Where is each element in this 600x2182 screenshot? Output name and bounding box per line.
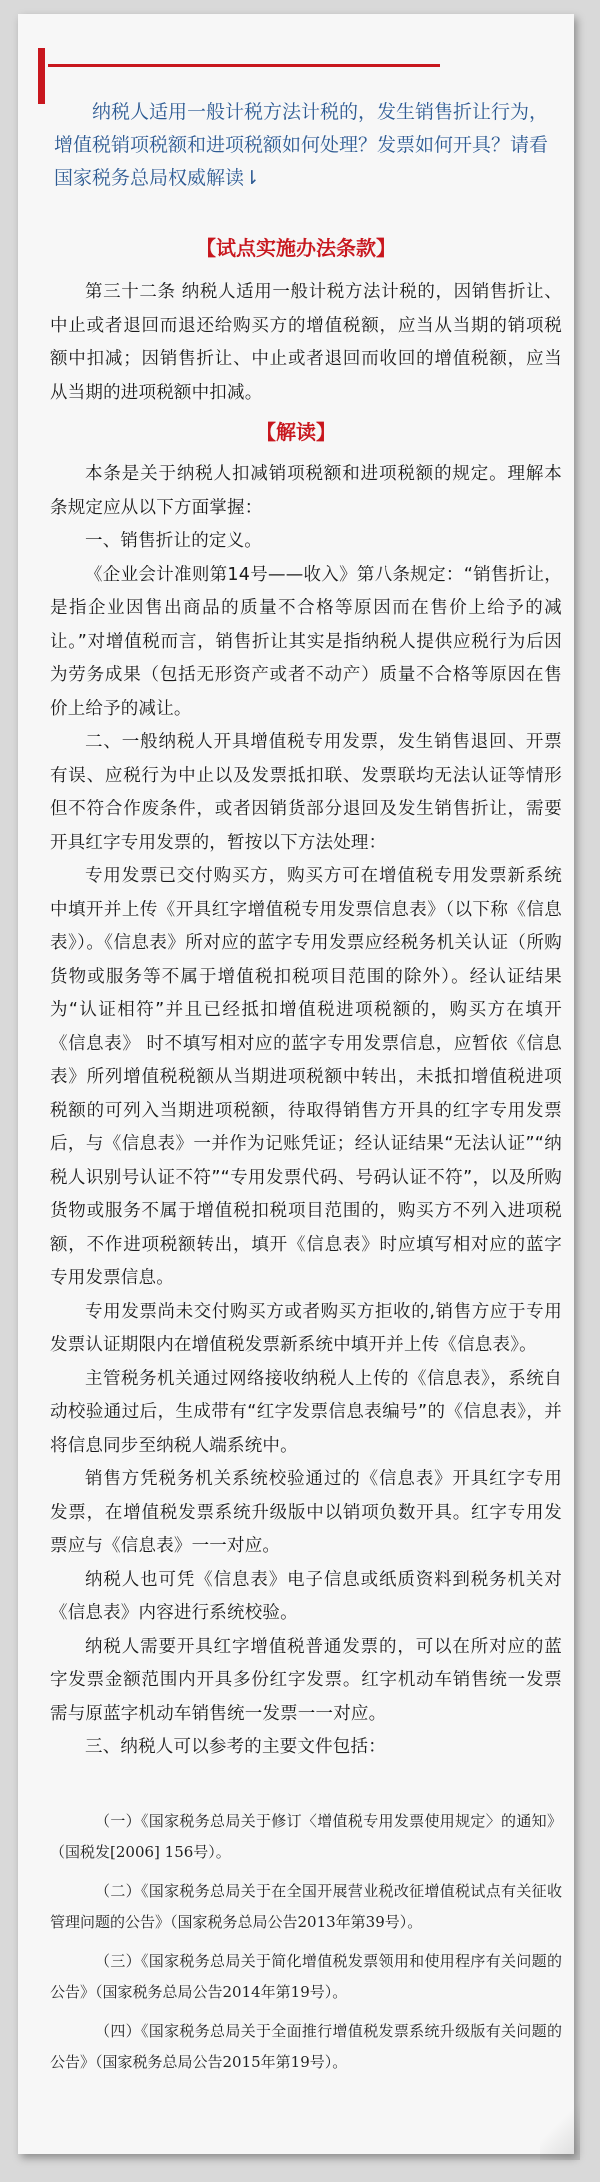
accent-bar-horizontal: [48, 64, 440, 67]
reference-item: （一）《国家税务总局关于修订〈增值税专用发票使用规定〉的通知》（国税发[2006] 156号）。: [50, 1812, 562, 1861]
law-text: 第三十二条 纳税人适用一般计税方法计税的，因销售折让、中止或者退回而退还给购买方的增值税额，应当从当期的销项税额中扣减；因销售折让、中止或者退回而收回的增值税额，应当从当期的进项税额中扣减。: [50, 282, 562, 403]
law-heading: 【试点实施办法条款】: [196, 236, 396, 260]
paragraph: 纳税人需要开具红字增值税普通发票的，可以在所对应的蓝字发票金额范围内开具多份红字发票。红字机动车销售统一发票需与原蓝字机动车销售统一发票一一对应。: [50, 1636, 562, 1724]
paragraph: 专用发票已交付购买方，购买方可在增值税专用发票新系统中填开并上传《开具红字增值税专用发票信息表》（以下称《信息表》）。《信息表》所对应的蓝字专用发票应经税务机关认证（所购货物或服务等不属于增值税扣税项目范围的除外）。经认证结果为“认证相符”并且已经抵扣增值税进项税额的，购买方在填开《信息表》 时不填写相对应的蓝字专用发票信息，应暂依《信息表》所列增值税税额从当期进项税额中转出，未抵扣增值税进项税额的可列入当期进项税额，待取得销售方开具的红字专用发票后，与《信息表》一并作为记账凭证；经认证结果“无法认证”“纳税人识别号认证不符”“专用发票代码、号码认证不符”，以及所购货物或服务不属于增值税扣税项目范围的，购买方不列入进项税额，不作进项税额转出，填开《信息表》时应填写相对应的蓝字专用发票信息。: [50, 866, 562, 1288]
paragraph: 《企业会计准则第14号——收入》第八条规定：“销售折让，是指企业因售出商品的质量不合格等原因而在售价上给予的减让。”对增值税而言，销售折让其实是指纳税人提供应税行为后因为劳务成果（包括无形资产或者不动产）质量不合格等原因在售价上给予的减让。: [50, 564, 562, 719]
reference-item: （二）《国家税务总局关于在全国开展营业税改征增值税试点有关征收管理问题的公告》（国家税务总局公告2013年第39号）。: [50, 1882, 562, 1931]
intro-text: 纳税人适用一般计税方法计税的，发生销售折让行为，增值税销项税额和进项税额如何处理？发票如何开具？请看国家税务总局权威解读⇂: [54, 101, 549, 189]
paragraph: 本条是关于纳税人扣减销项税额和进项税额的规定。理解本条规定应从以下方面掌握：: [50, 464, 562, 518]
paragraph: 一、销售折让的定义。: [85, 531, 262, 551]
paragraph: 专用发票尚未交付购买方或者购买方拒收的,销售方应于专用发票认证期限内在增值税发票新系统中填开并上传《信息表》。: [50, 1301, 562, 1355]
paragraph: 二、一般纳税人开具增值税专用发票，发生销售退回、开票有误、应税行为中止以及发票抵扣联、发票联均无法认证等情形但不符合作废条件，或者因销货部分退回及发生销售折让，需要开具红字专用发票的，暂按以下方法处理：: [50, 732, 562, 853]
reference-item: （四）《国家税务总局关于全面推行增值税发票系统升级版有关问题的公告》（国家税务总局公告2015年第19号）。: [50, 2022, 562, 2071]
paragraph: 主管税务机关通过网络接收纳税人上传的《信息表》，系统自动校验通过后，生成带有“红字发票信息表编号”的《信息表》，并将信息同步至纳税人端系统中。: [50, 1368, 562, 1456]
explain-text-block: [50, 458, 562, 1765]
document-page: [18, 14, 574, 2154]
accent-bar-vertical: [38, 48, 45, 104]
reference-item: （三）《国家税务总局关于简化增值税发票领用和使用程序有关问题的公告》（国家税务总局公告2014年第19号）。: [50, 1952, 562, 2001]
reference-list: [50, 1806, 562, 2086]
paragraph: 销售方凭税务机关系统校验通过的《信息表》开具红字专用发票，在增值税发票系统升级版中以销项负数开具。红字专用发票应与《信息表》一一对应。: [50, 1469, 562, 1556]
law-text-block: [50, 276, 562, 410]
paragraph: 三、纳税人可以参考的主要文件包括：: [85, 1737, 386, 1757]
paragraph: 纳税人也可凭《信息表》电子信息或纸质资料到税务机关对《信息表》内容进行系统校验。: [50, 1569, 562, 1623]
explain-heading: 【解读】: [256, 420, 336, 444]
